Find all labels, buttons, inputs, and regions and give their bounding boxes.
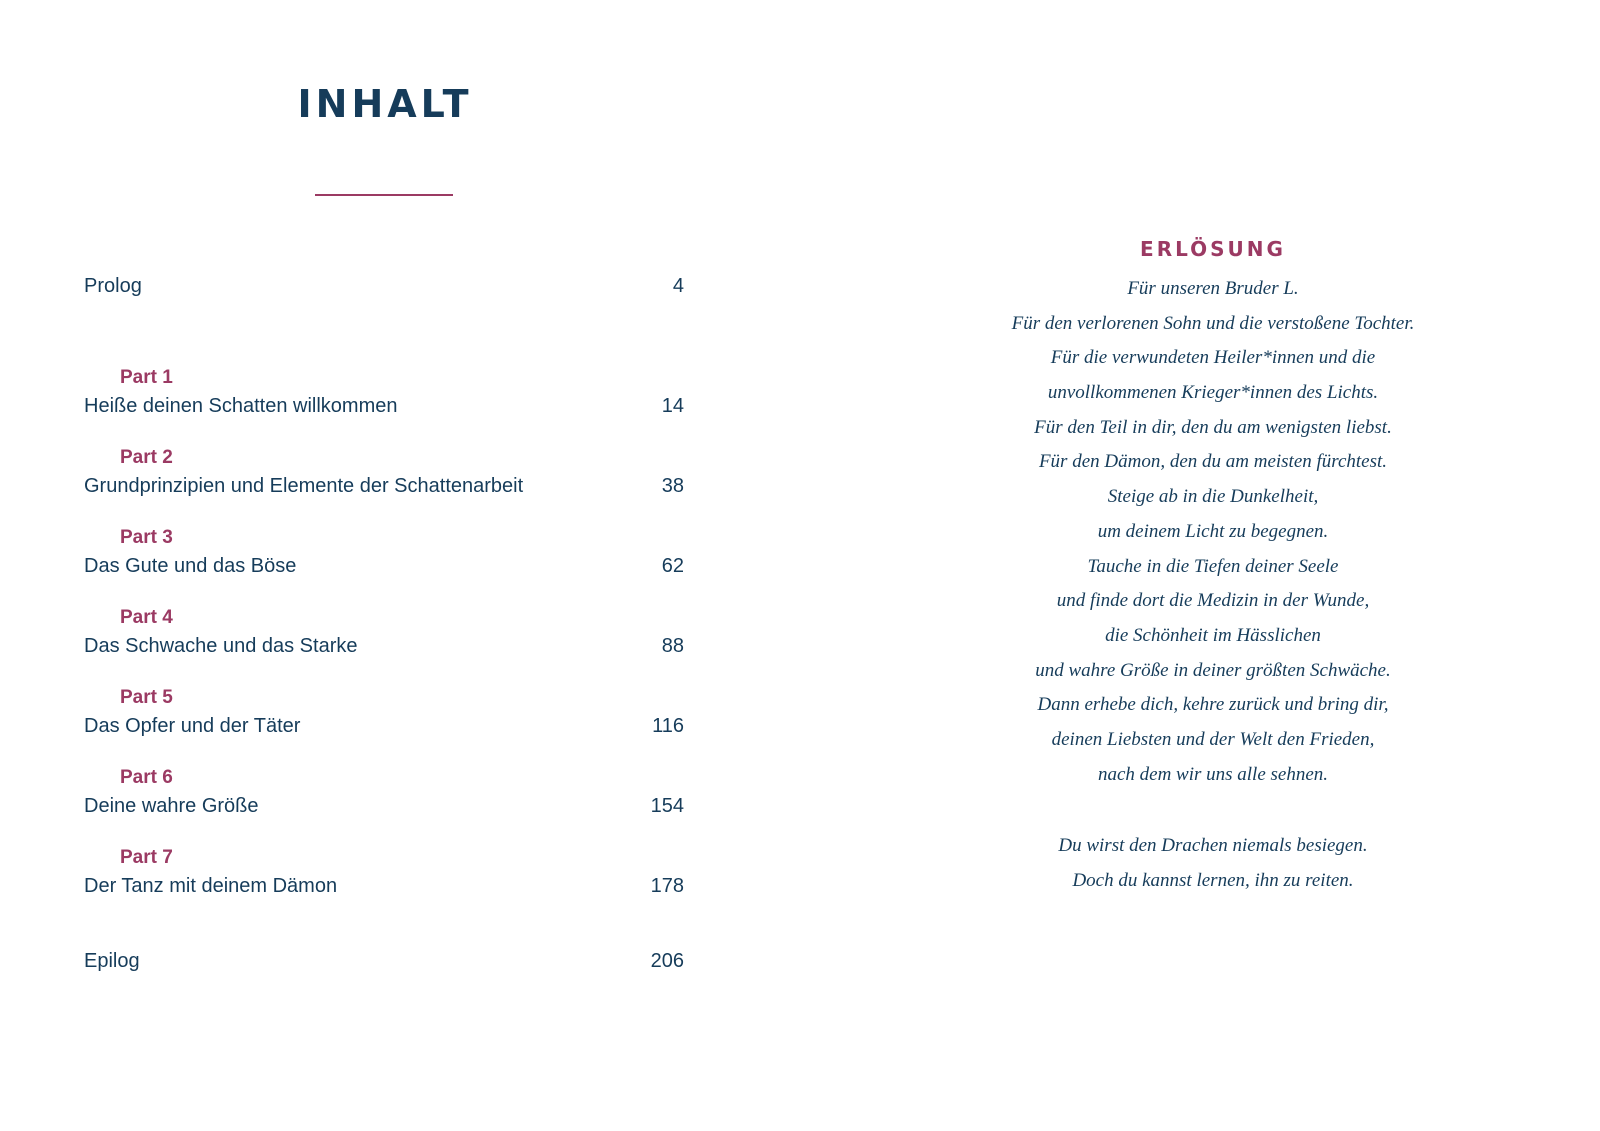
toc-entry-label: Grundprinzipien und Elemente der Schattenarbeit — [84, 475, 524, 497]
toc-entry-label: Heiße deinen Schatten willkommen — [84, 395, 398, 417]
toc-page-number: 62 — [661, 555, 684, 577]
toc-page-number: 178 — [650, 875, 684, 897]
poem-line: und wahre Größe in deiner größten Schwäche. — [1035, 659, 1391, 681]
poem-line: die Schönheit im Hässlichen — [1105, 624, 1321, 646]
dedication-page — [800, 0, 1600, 1131]
toc-entry-label: Epilog — [84, 950, 140, 972]
closing-lines — [800, 829, 1600, 898]
part-heading: Part 7 — [120, 847, 173, 868]
toc-entry[interactable] — [84, 791, 684, 821]
part-heading: Part 4 — [120, 607, 173, 628]
toc-page-number: 116 — [652, 715, 684, 737]
toc-entry-label: Das Gute und das Böse — [84, 555, 297, 577]
title-divider — [315, 194, 453, 196]
toc-entry-label: Der Tanz mit deinem Dämon — [84, 875, 338, 897]
toc-entry-label: Prolog — [84, 275, 142, 297]
poem-line: Für den verlorenen Sohn und die verstoßene Tochter. — [1011, 312, 1415, 334]
closing-line: Du wirst den Drachen niemals besiegen. — [1058, 835, 1368, 856]
poem-line: nach dem wir uns alle sehnen. — [1097, 763, 1329, 785]
part-heading: Part 6 — [120, 767, 173, 788]
toc-page-number: 38 — [661, 475, 684, 497]
part-heading: Part 1 — [120, 367, 173, 388]
poem-line: Für unseren Bruder L. — [1127, 278, 1299, 299]
poem-line: um deinem Licht zu begegnen. — [1097, 520, 1329, 542]
poem-line: Tauche in die Tiefen deiner Seele — [1087, 555, 1339, 577]
poem-line: Für den Dämon, den du am meisten fürchtest. — [1038, 451, 1388, 473]
poem-line: Dann erhebe dich, kehre zurück und bring dir, — [1037, 694, 1389, 716]
toc-page-number: 206 — [650, 950, 684, 972]
toc-entry-label: Deine wahre Größe — [84, 795, 259, 817]
dedication-poem — [800, 272, 1600, 792]
poem-line: unvollkommenen Krieger*innen des Lichts. — [1047, 382, 1379, 404]
poem-line: Steige ab in die Dunkelheit, — [1107, 486, 1319, 508]
toc-entry[interactable] — [84, 551, 684, 581]
toc-entry-label: Das Schwache und das Starke — [84, 635, 358, 657]
part-heading: Part 3 — [120, 527, 173, 548]
toc-entry[interactable] — [84, 631, 684, 661]
toc-entry-prolog[interactable] — [84, 271, 684, 301]
toc-entry-label: Das Opfer und der Täter — [84, 715, 301, 737]
toc-page-number: 88 — [661, 635, 684, 657]
poem-line: deinen Liebsten und der Welt den Frieden, — [1051, 728, 1375, 750]
toc-page-number: 4 — [672, 275, 684, 297]
toc-entry[interactable] — [84, 391, 684, 421]
toc-page-number: 14 — [661, 395, 684, 417]
toc-page-number: 154 — [650, 795, 684, 817]
poem-line: und finde dort die Medizin in der Wunde, — [1056, 590, 1370, 612]
poem-line: Für den Teil in dir, den du am wenigsten liebst. — [1034, 416, 1392, 438]
toc-entry[interactable] — [84, 711, 684, 741]
toc-entry-epilog[interactable] — [84, 946, 684, 976]
part-heading: Part 2 — [120, 447, 173, 468]
closing-line: Doch du kannst lernen, ihn zu reiten. — [1072, 869, 1354, 891]
toc-title: INHALT — [297, 82, 473, 126]
toc-entry[interactable] — [84, 471, 684, 501]
toc-entry[interactable] — [84, 871, 684, 901]
dedication-title: ERLÖSUNG — [1140, 237, 1286, 261]
poem-line: Für die verwundeten Heiler*innen und die — [1050, 347, 1376, 369]
part-heading: Part 5 — [120, 687, 173, 708]
